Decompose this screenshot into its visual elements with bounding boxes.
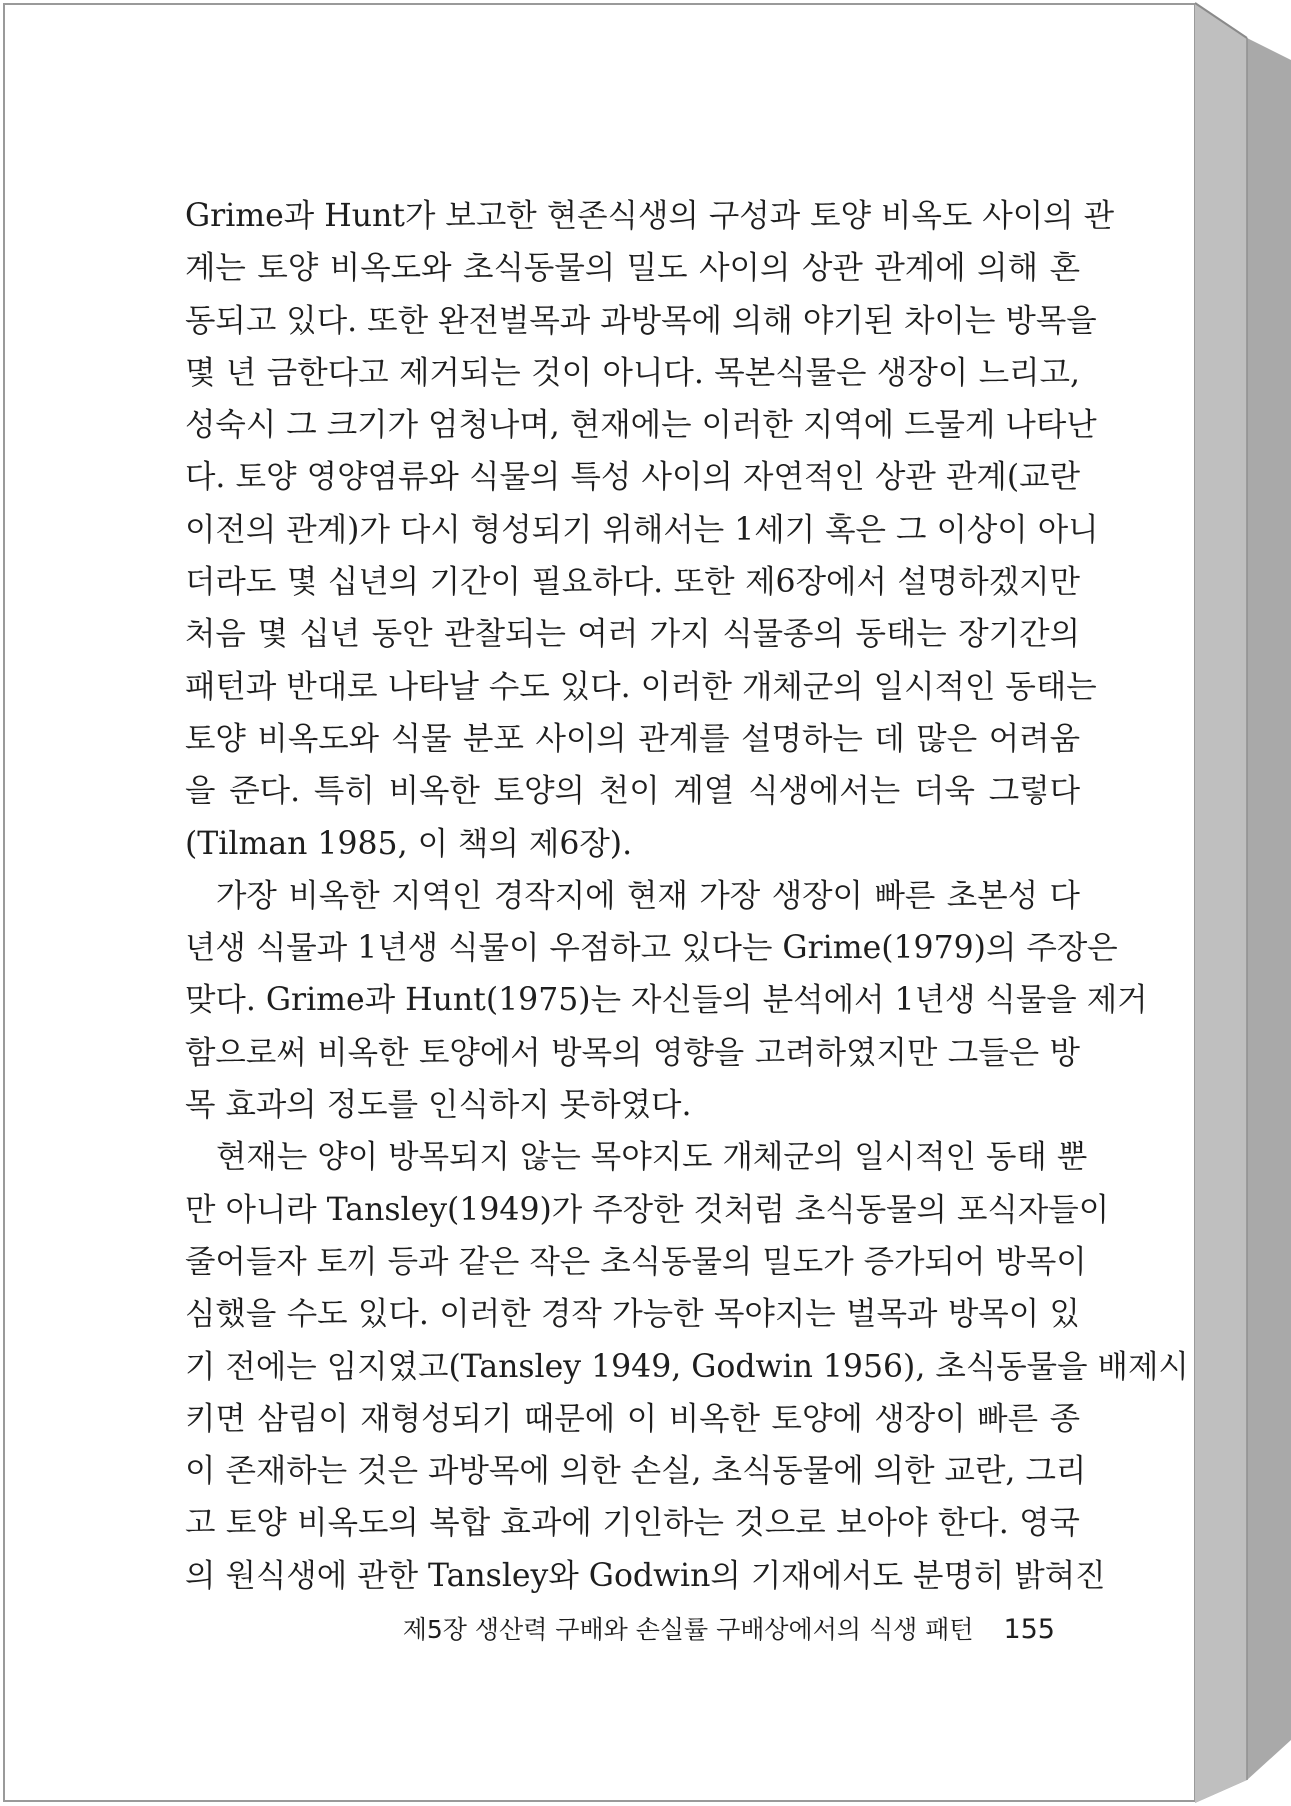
text-line: 만 아니라 Tansley(1949)가 주장한 것처럼 초식동물의 포식자들이 [185, 1191, 1110, 1228]
paragraph-3 [185, 1131, 1189, 1602]
text-line: 더라도 몇 십년의 기간이 필요하다. 또한 제6장에서 설명하겠지만 [185, 564, 1080, 601]
text-line: 이전의 관계)가 다시 형성되기 위해서는 1세기 혹은 그 이상이 아니 [185, 511, 1099, 548]
body-text [185, 190, 1189, 1602]
text-line: 현재는 양이 방목되지 않는 목야지도 개체군의 일시적인 동태 뿐 [216, 1139, 1088, 1176]
text-line: 줄어들자 토끼 등과 같은 작은 초식동물의 밀도가 증가되어 방목이 [185, 1243, 1087, 1280]
text-line: 의 원식생에 관한 Tansley와 Godwin의 기재에서도 분명히 밝혀진 [185, 1557, 1106, 1594]
text-line: 성숙시 그 크기가 엄청나며, 현재에는 이러한 지역에 드물게 나타난 [185, 407, 1097, 444]
text-line: 심했을 수도 있다. 이러한 경작 가능한 목야지는 벌목과 방목이 있 [185, 1296, 1080, 1333]
text-line: 을 준다. 특히 비옥한 토양의 천이 계열 식생에서는 더욱 그렇다 [185, 773, 1080, 810]
text-line: 처음 몇 십년 동안 관찰되는 여러 가지 식물종의 동태는 장기간의 [185, 616, 1080, 653]
text-line: (Tilman 1985, 이 책의 제6장). [185, 825, 633, 862]
text-line: 이 존재하는 것은 과방목에 의한 손실, 초식동물에 의한 교란, 그리 [185, 1453, 1087, 1490]
text-line: 토양 비옥도와 식물 분포 사이의 관계를 설명하는 데 많은 어려움 [185, 720, 1080, 757]
text-line: Grime과 Hunt가 보고한 현존식생의 구성과 토양 비옥도 사이의 관 [185, 198, 1115, 234]
text-line: 목 효과의 정도를 인식하지 못하였다. [185, 1087, 692, 1124]
chapter-title: 제5장 생산력 구배와 손실률 구배상에서의 식생 패턴 [402, 1615, 974, 1644]
page-number: 155 [1003, 1614, 1055, 1645]
text-line: 계는 토양 비옥도와 초식동물의 밀도 사이의 상관 관계에 의해 혼 [185, 250, 1080, 287]
text-line: 키면 삼림이 재형성되기 때문에 이 비옥한 토양에 생장이 빠른 종 [185, 1400, 1080, 1437]
text-line: 함으로써 비옥한 토양에서 방목의 영향을 고려하였지만 그들은 방 [185, 1034, 1080, 1071]
text-line: 고 토양 비옥도의 복합 효과에 기인하는 것으로 보아야 한다. 영국 [185, 1505, 1080, 1542]
text-line: 가장 비옥한 지역인 경작지에 현재 가장 생장이 빠른 초본성 다 [216, 877, 1080, 914]
text-line: 기 전에는 임지였고(Tansley 1949, Godwin 1956), 초식동물을 배제시 [185, 1348, 1189, 1385]
text-line: 맞다. Grime과 Hunt(1975)는 자신들의 분석에서 1년생 식물을 제거 [185, 982, 1148, 1019]
text-line: 패턴과 반대로 나타날 수도 있다. 이러한 개체군의 일시적인 동태는 [185, 668, 1097, 705]
book-edge-3d [1195, 0, 1291, 1806]
text-line: 다. 토양 영양염류와 식물의 특성 사이의 자연적인 상관 관계(교란 [185, 459, 1080, 496]
text-line: 년생 식물과 1년생 식물이 우점하고 있다는 Grime(1979)의 주장은 [185, 930, 1118, 967]
running-footer [400, 1610, 1055, 1646]
paragraph-1 [185, 190, 1115, 870]
text-line: 몇 년 금한다고 제거되는 것이 아니다. 목본식물은 생장이 느리고, [185, 354, 1080, 391]
paragraph-2 [185, 870, 1148, 1131]
text-line: 동되고 있다. 또한 완전벌목과 과방목에 의해 야기된 차이는 방목을 [185, 302, 1097, 339]
